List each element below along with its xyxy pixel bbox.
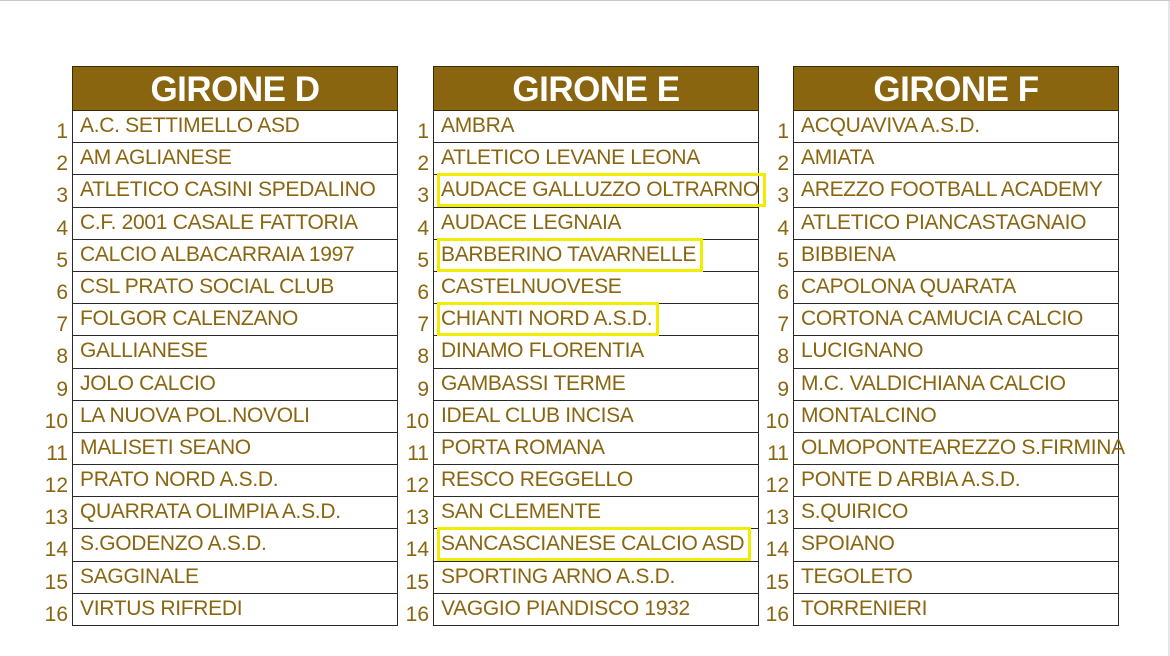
team-number: 8 [56, 345, 68, 369]
team-row [405, 594, 759, 626]
team-name: A.C. SETTIMELLO ASD [80, 114, 300, 137]
team-number: 3 [56, 184, 68, 208]
team-number: 6 [777, 280, 789, 304]
team-cell [72, 111, 398, 143]
team-number: 4 [777, 216, 789, 240]
team-name: PONTE D ARBIA A.S.D. [801, 468, 1021, 492]
team-number: 2 [56, 152, 68, 176]
team-row [417, 369, 759, 401]
team-row [765, 562, 1119, 594]
team-number: 12 [44, 474, 68, 498]
team-row [56, 143, 398, 176]
team-row [44, 401, 398, 433]
team-number: 9 [417, 377, 429, 401]
team-number: 11 [46, 441, 68, 465]
team-row [417, 175, 759, 208]
team-name: TEGOLETO [801, 564, 913, 588]
team-number: 16 [765, 602, 789, 626]
team-row [767, 433, 1125, 465]
team-cell [72, 208, 398, 240]
team-cell [433, 175, 759, 207]
team-cell [433, 240, 759, 272]
team-cell [793, 240, 1119, 272]
team-name: S.GODENZO A.S.D. [80, 532, 267, 556]
team-cell [793, 272, 1119, 304]
team-cell [793, 562, 1119, 594]
team-cell [72, 304, 398, 336]
team-cell [433, 369, 759, 401]
team-cell [793, 594, 1119, 626]
team-cell [72, 336, 398, 368]
team-row [405, 497, 759, 530]
team-number: 10 [44, 409, 68, 433]
team-row [56, 240, 398, 272]
team-row [56, 208, 398, 240]
team-name: SAN CLEMENTE [441, 500, 601, 524]
team-number: 12 [405, 474, 429, 498]
team-name: AMBRA [441, 114, 515, 137]
team-cell [72, 465, 398, 497]
team-number: 7 [417, 313, 429, 337]
team-name-highlighted: AUDACE GALLUZZO OLTRARNO [441, 177, 762, 203]
team-name: AUDACE LEGNAIA [441, 210, 622, 234]
team-cell [72, 433, 398, 465]
team-name: M.C. VALDICHIANA CALCIO [801, 371, 1066, 395]
team-name: SPOIANO [801, 532, 895, 556]
team-number: 9 [777, 377, 789, 401]
team-cell [793, 497, 1119, 529]
group-table-f [765, 66, 1125, 626]
team-number: 14 [765, 538, 789, 562]
team-cell [433, 304, 759, 336]
team-row [405, 562, 759, 594]
team-number: 8 [417, 345, 429, 369]
team-cell [793, 433, 1125, 465]
group-table-e [405, 66, 759, 626]
team-row [405, 465, 759, 498]
team-name: CSL PRATO SOCIAL CLUB [80, 274, 334, 298]
team-number: 2 [777, 152, 789, 176]
team-name: C.F. 2001 CASALE FATTORIA [80, 210, 358, 234]
team-row [56, 369, 398, 401]
team-name: ATLETICO LEVANE LEONA [441, 146, 700, 170]
team-number: 2 [417, 152, 429, 176]
team-cell [793, 175, 1119, 207]
team-number: 3 [417, 184, 429, 208]
team-name: ACQUAVIVA A.S.D. [801, 114, 980, 137]
team-number: 13 [765, 506, 789, 530]
team-name: AM AGLIANESE [80, 146, 232, 170]
team-cell [793, 143, 1119, 175]
team-name: SAGGINALE [80, 564, 199, 588]
team-number: 14 [44, 538, 68, 562]
team-name: PRATO NORD A.S.D. [80, 468, 279, 492]
team-name-highlighted: BARBERINO TAVARNELLE [441, 242, 699, 268]
team-row [777, 272, 1119, 304]
team-cell [72, 143, 398, 175]
team-cell [793, 529, 1119, 561]
team-name: DINAMO FLORENTIA [441, 339, 644, 363]
team-row [765, 529, 1119, 562]
team-cell [793, 336, 1119, 368]
team-cell [433, 336, 759, 368]
team-row [44, 529, 398, 562]
team-cell [793, 369, 1119, 401]
team-name: FOLGOR CALENZANO [80, 307, 299, 331]
team-name: LUCIGNANO [801, 339, 924, 363]
team-row [407, 433, 759, 465]
team-row [56, 272, 398, 304]
team-name: CASTELNUOVESE [441, 274, 622, 298]
team-cell [433, 401, 759, 433]
group-title: GIRONE F [793, 66, 1119, 111]
team-name: CAPOLONA QUARATA [801, 274, 1016, 298]
group-title: GIRONE D [72, 66, 398, 111]
team-number: 8 [777, 345, 789, 369]
team-number: 10 [405, 409, 429, 433]
team-cell [793, 304, 1119, 336]
team-cell [793, 111, 1119, 143]
team-row [417, 208, 759, 240]
team-number: 13 [44, 506, 68, 530]
team-name: QUARRATA OLIMPIA A.S.D. [80, 500, 341, 524]
group-title: GIRONE E [433, 66, 759, 111]
team-row [777, 175, 1119, 208]
team-number: 11 [767, 441, 789, 465]
team-cell [433, 433, 759, 465]
team-cell [72, 497, 398, 529]
team-row [765, 401, 1119, 433]
team-row [44, 465, 398, 498]
team-row [765, 594, 1119, 626]
team-name: SPORTING ARNO A.S.D. [441, 564, 676, 588]
team-row [777, 143, 1119, 176]
team-number: 3 [777, 184, 789, 208]
team-name: TORRENIERI [801, 596, 928, 620]
team-number: 6 [56, 280, 68, 304]
team-row [777, 111, 1119, 143]
team-cell [72, 529, 398, 561]
team-name-highlighted: CHIANTI NORD A.S.D. [441, 306, 655, 332]
team-name: CALCIO ALBACARRAIA 1997 [80, 242, 355, 266]
team-cell [72, 272, 398, 304]
team-number: 5 [777, 248, 789, 272]
team-name: PORTA ROMANA [441, 435, 605, 459]
team-number: 11 [407, 441, 429, 465]
team-row [56, 175, 398, 208]
team-cell [793, 465, 1119, 497]
team-row [777, 208, 1119, 240]
team-row [777, 369, 1119, 401]
team-row [417, 336, 759, 369]
team-number: 4 [417, 216, 429, 240]
team-name: GALLIANESE [80, 339, 208, 363]
team-name: GAMBASSI TERME [441, 371, 626, 395]
team-name: JOLO CALCIO [80, 371, 216, 395]
team-row [417, 272, 759, 304]
team-number: 1 [417, 120, 429, 143]
team-row [56, 111, 398, 143]
team-cell [72, 240, 398, 272]
team-row [44, 497, 398, 530]
team-number: 10 [765, 409, 789, 433]
team-name: RESCO REGGELLO [441, 468, 633, 492]
team-cell [433, 465, 759, 497]
team-number: 16 [44, 602, 68, 626]
team-cell [72, 369, 398, 401]
team-number: 15 [44, 570, 68, 594]
team-row [46, 433, 398, 465]
team-number: 5 [56, 248, 68, 272]
team-row [417, 240, 759, 272]
team-name: VAGGIO PIANDISCO 1932 [441, 596, 690, 620]
team-cell [433, 594, 759, 626]
team-cell [72, 175, 398, 207]
team-row [56, 304, 398, 337]
team-row [777, 304, 1119, 337]
team-name: LA NUOVA POL.NOVOLI [80, 403, 310, 427]
team-row [777, 240, 1119, 272]
team-name: OLMOPONTEAREZZO S.FIRMINA [801, 435, 1125, 459]
team-number: 16 [405, 602, 429, 626]
team-name: ATLETICO PIANCASTAGNAIO [801, 210, 1087, 234]
team-number: 6 [417, 280, 429, 304]
team-name: CORTONA CAMUCIA CALCIO [801, 307, 1084, 331]
team-name: VIRTUS RIFREDI [80, 596, 243, 620]
team-cell [433, 143, 759, 175]
team-number: 12 [765, 474, 789, 498]
team-name: AREZZO FOOTBALL ACADEMY [801, 178, 1103, 202]
team-number: 7 [777, 313, 789, 337]
group-table-d [44, 66, 398, 626]
team-name: MONTALCINO [801, 403, 937, 427]
team-row [777, 336, 1119, 369]
team-name: BIBBIENA [801, 242, 896, 266]
team-row [417, 304, 759, 337]
team-row [765, 465, 1119, 498]
team-number: 14 [405, 538, 429, 562]
team-name-highlighted: SANCASCIANESE CALCIO ASD [441, 531, 747, 557]
team-cell [433, 208, 759, 240]
team-number: 9 [56, 377, 68, 401]
team-row [405, 529, 759, 562]
team-number: 13 [405, 506, 429, 530]
team-row [417, 143, 759, 176]
team-cell [72, 401, 398, 433]
team-number: 5 [417, 248, 429, 272]
team-cell [793, 208, 1119, 240]
team-cell [793, 401, 1119, 433]
team-name: ATLETICO CASINI SPEDALINO [80, 178, 376, 202]
team-number: 1 [56, 120, 68, 143]
team-row [405, 401, 759, 433]
team-number: 15 [405, 570, 429, 594]
team-cell [72, 562, 398, 594]
team-name: IDEAL CLUB INCISA [441, 403, 634, 427]
team-row [417, 111, 759, 143]
team-cell [433, 497, 759, 529]
team-row [44, 562, 398, 594]
team-row [56, 336, 398, 369]
team-name: AMIATA [801, 146, 875, 170]
team-number: 7 [56, 313, 68, 337]
team-cell [433, 111, 759, 143]
team-row [44, 594, 398, 626]
team-number: 1 [777, 120, 789, 143]
team-row [765, 497, 1119, 530]
team-cell [72, 594, 398, 626]
team-number: 4 [56, 216, 68, 240]
team-name: MALISETI SEANO [80, 435, 251, 459]
team-cell [433, 272, 759, 304]
team-cell [433, 562, 759, 594]
team-cell [433, 529, 759, 561]
team-number: 15 [765, 570, 789, 594]
team-name: S.QUIRICO [801, 500, 908, 524]
